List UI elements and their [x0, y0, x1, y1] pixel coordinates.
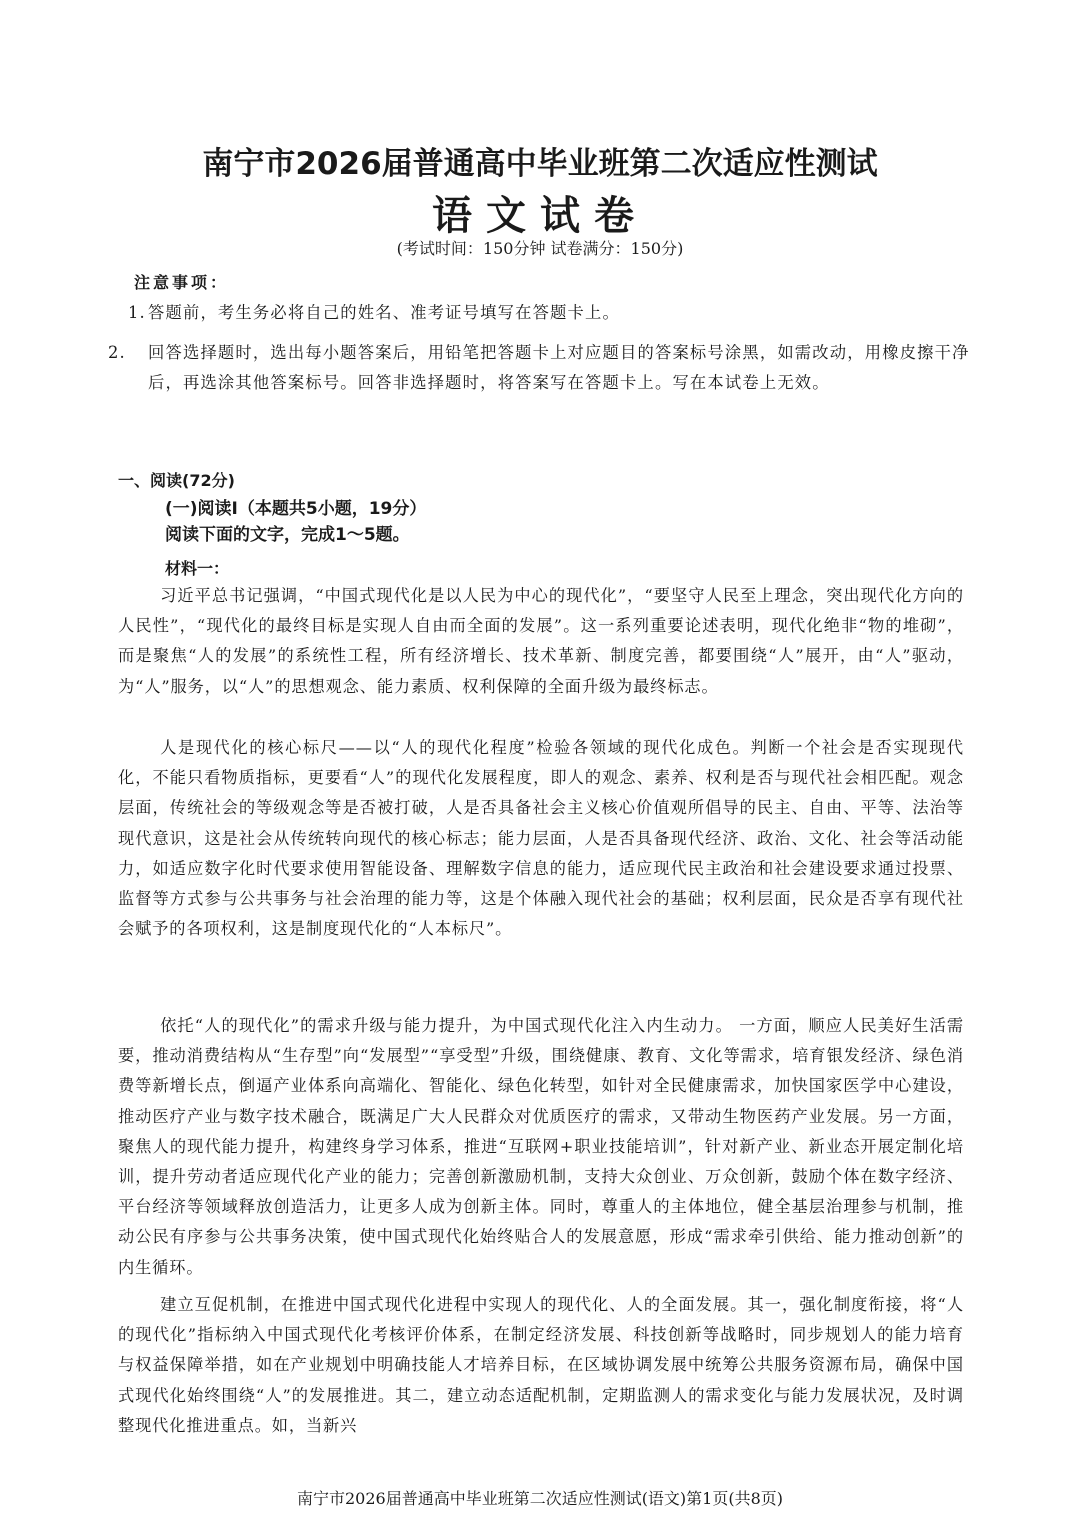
- exam-title: 南宁市2026届普通高中毕业班第二次适应性测试: [202, 146, 878, 182]
- page-footer: 南宁市2026届普通高中毕业班第二次适应性测试(语文)第1页(共8页): [296, 1489, 784, 1508]
- material-label: 材料一：: [165, 559, 230, 578]
- notice-title: 注意事项：: [134, 273, 230, 292]
- section-title: 一、阅读(72分): [118, 471, 235, 490]
- notice-item: [108, 338, 990, 398]
- subject-title: 语文试卷: [432, 193, 648, 239]
- paragraph: 习近平总书记强调，“中国式现代化是以人民为中心的现代化”，“要坚守人民至上理念，突出现代化方向的人民性”，“现代化的最终目标是实现人自由而全面的发展”。这一系列重要论述表明，现代化绝非“物的堆砌”，而是聚焦“人的发展”的系统性工程，所有经济增长、技术革新、制度完善，都要围绕“人”展开，由“人”驱动，为“人”服务，以“人”的思想观念、能力素质、权利保障的全面升级为最终标志。: [118, 586, 964, 696]
- subsection-title: (一)阅读Ⅰ（本题共5小题，19分）: [165, 499, 427, 519]
- notice-item-text: 回答选择题时，选出每小题答案后，用铅笔把答题卡上对应题目的答案标号涂黑，如需改动，用橡皮擦干净后，再选涂其他答案标号。回答非选择题时，将答案写在答题卡上。写在本试卷上无效。: [148, 343, 970, 392]
- paragraph: 依托“人的现代化”的需求升级与能力提升，为中国式现代化注入内生动力。 一方面，顺应人民美好生活需要，推动消费结构从“生存型”向“发展型”“享受型”升级，围绕健康、教育、文化等需求，培育银发经济、绿色消费等新增长点，倒逼产业体系向高端化、智能化、绿色化转型，如针对全民健康需求，加快国家医学中心建设，推动医疗产业与数字技术融合，既满足广大人民群众对优质医疗的需求，又带动生物医药产业发展。另一方面，聚焦人的现代能力提升，构建终身学习体系，推进“互联网+职业技能培训”，针对新产业、新业态开展定制化培训，提升劳动者适应现代化产业的能力；完善创新激励机制，支持大众创业、万众创新，鼓励个体在数字经济、平台经济等领域释放创造活力，让更多人成为创新主体。同时，尊重人的主体地位，健全基层治理参与机制，推动公民有序参与公共事务决策，使中国式现代化始终贴合人的发展意愿，形成“需求牵引供给、能力推动创新”的内生循环。: [118, 1016, 964, 1277]
- paragraph: 建立互促机制，在推进中国式现代化进程中实现人的现代化、人的全面发展。其一，强化制度衔接，将“人的现代化”指标纳入中国式现代化考核评价体系，在制定经济发展、科技创新等战略时，同步规划人的能力培育与权益保障举措，如在产业规划中明确技能人才培养目标，在区域协调发展中统筹公共服务资源布局，确保中国式现代化始终围绕“人”的发展推进。其二，建立动态适配机制，定期监测人的需求变化与能力发展状况，及时调整现代化推进重点。如，当新兴: [118, 1295, 964, 1435]
- notice-item-number: 1.: [128, 303, 146, 322]
- instruction: 阅读下面的文字，完成1～5题。: [165, 525, 410, 545]
- notice-item: [128, 298, 970, 328]
- notice-item-number: 2.: [108, 343, 126, 362]
- notice-item-text: 答题前，考生务必将自己的姓名、准考证号填写在答题卡上。: [148, 303, 620, 322]
- paragraph: 人是现代化的核心标尺——以“人的现代化程度”检验各领域的现代化成色。判断一个社会是否实现现代化，不能只看物质指标，更要看“人”的现代化发展程度，即人的观念、素养、权利是否与现代社会相匹配。观念层面，传统社会的等级观念等是否被打破，人是否具备社会主义核心价值观所倡导的民主、自由、平等、法治等现代意识，这是社会从传统转向现代的核心标志；能力层面，人是否具备现代经济、政治、文化、社会等活动能力，如适应数字化时代要求使用智能设备、理解数字信息的能力，适应现代民主政治和社会建设要求通过投票、监督等方式参与公共事务与社会治理的能力等，这是个体融入现代社会的基础；权利层面，民众是否享有现代社会赋予的各项权利，这是制度现代化的“人本标尺”。: [118, 738, 964, 939]
- exam-info: (考试时间：150分钟 试卷满分：150分): [396, 239, 684, 258]
